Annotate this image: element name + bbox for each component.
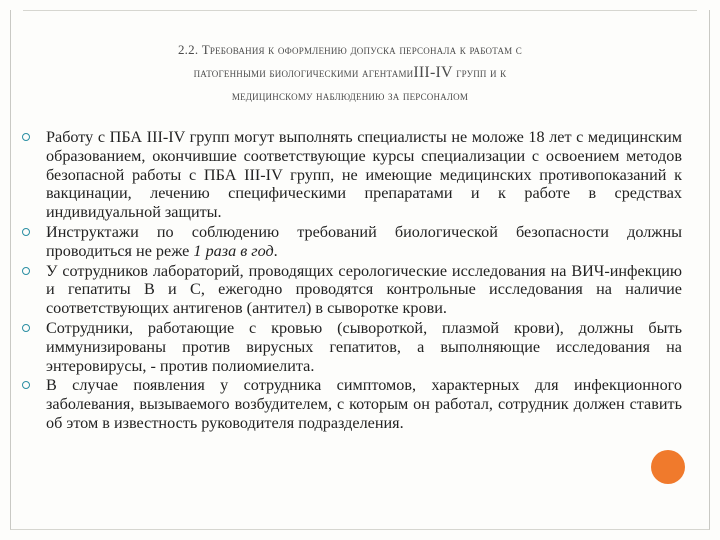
list-item bbox=[22, 262, 682, 318]
list-item-text: У сотрудников лабораторий, проводящих серологические исследования на ВИЧ-инфекцию и гепатиты В и С, ежегодно проводятся контрольные исследования на наличие соответствующих антигенов (антител) в сыворотке крови. bbox=[46, 261, 682, 318]
list-item-text-end: . bbox=[273, 241, 278, 260]
bullet-circle-icon bbox=[22, 381, 30, 389]
title-line-1: 2.2. Требования к оформлению допуска персонала к работам с bbox=[177, 42, 523, 57]
title-line-2 bbox=[40, 61, 660, 84]
list-item bbox=[22, 319, 682, 375]
list-item-text: Работу с ПБА III-IV групп могут выполнять специалисты не моложе 18 лет с медицинским образованием, окончившие соответствующие курсы специализации с освоением методов безопасной работы с ПБА III-IV групп, не имеющие медицинских противопоказаний к вакцинации, лечению специфическими препаратами и к работе в средствах индивидуальной защиты. bbox=[46, 128, 682, 222]
orange-circle-decoration bbox=[651, 450, 685, 484]
title-line-3: медицинскому наблюдению за персоналом bbox=[231, 88, 469, 103]
list-item bbox=[22, 223, 682, 261]
bullet-list bbox=[22, 128, 682, 434]
list-item-text: В случае появления у сотрудника симптомов, характерных для инфекционного заболевания, вызываемого возбудителем, с которым он работал, сотрудник должен ставить об этом в известность руководителя подразделения. bbox=[46, 376, 682, 432]
list-item-italic-text: 1 раза в год bbox=[193, 241, 274, 260]
list-item-text bbox=[46, 223, 682, 261]
bullet-circle-icon bbox=[22, 228, 30, 236]
list-item bbox=[22, 376, 682, 432]
slide-title bbox=[40, 38, 660, 107]
bullet-circle-icon bbox=[22, 133, 30, 141]
list-item-text-part: Инструктажи по соблюдению требований биологической безопасности должны проводиться не реже bbox=[46, 222, 682, 260]
list-item-text: Сотрудники, работающие с кровью (сывороткой, плазмой крови), должны быть иммунизированы против вирусных гепатитов, а выполняющие исследования на энтеровирусы, - против полиомиелита. bbox=[46, 318, 682, 375]
title-roman-groups: III-IV bbox=[413, 64, 453, 81]
bullet-circle-icon bbox=[22, 267, 30, 275]
list-item bbox=[22, 128, 682, 222]
title-line-2-part-2: групп и к bbox=[452, 65, 507, 80]
title-line-2-part-1: патогенными биологическими агентами bbox=[193, 65, 414, 80]
bullet-circle-icon bbox=[22, 324, 30, 332]
